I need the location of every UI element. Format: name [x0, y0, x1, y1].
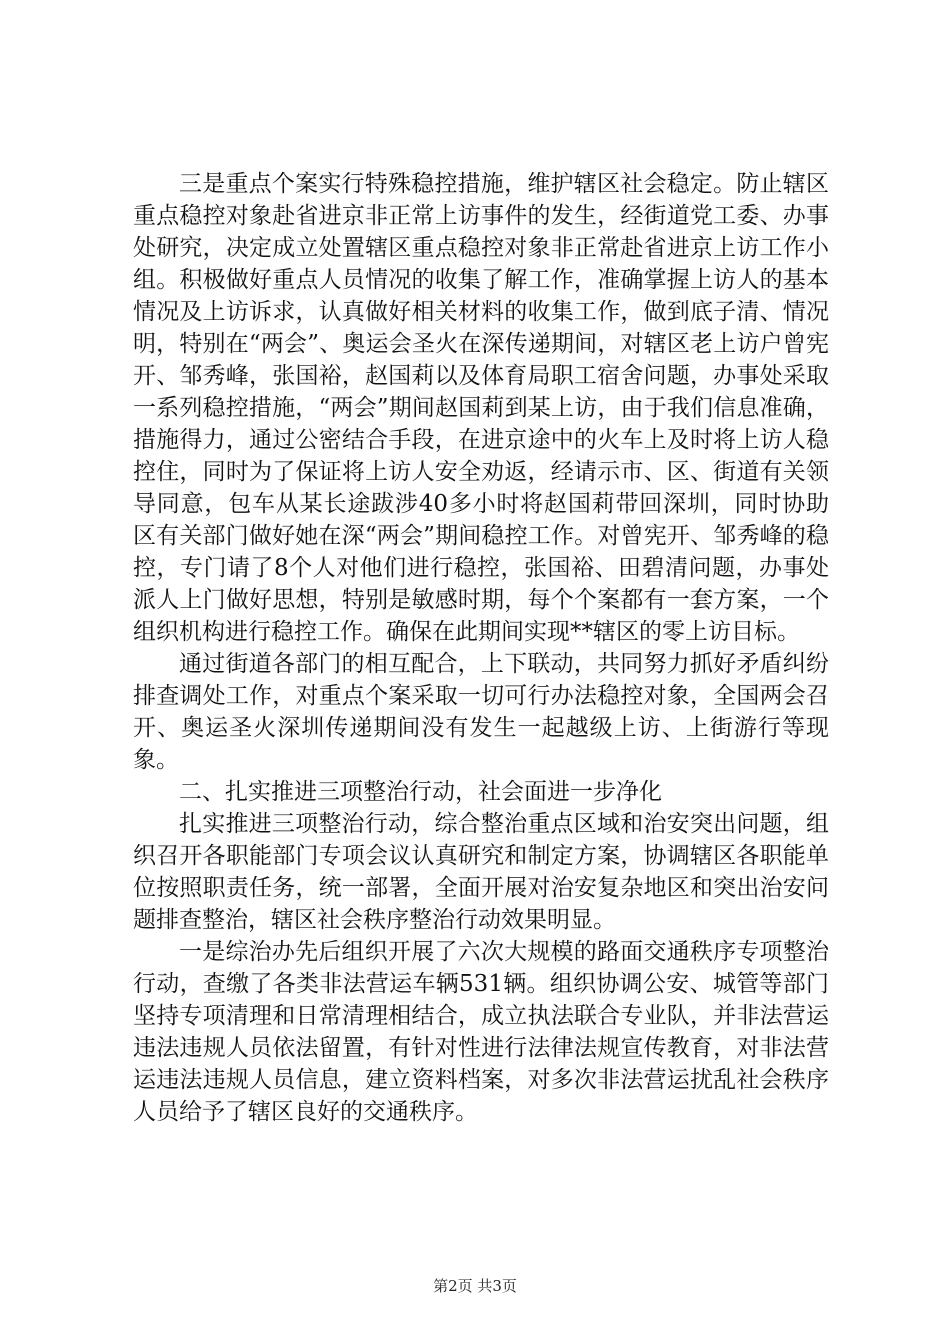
- section-heading: 二、扎实推进三项整治行动，社会面进一步净化: [179, 779, 662, 805]
- paragraph-1: 三是重点个案实行特殊稳控措施，维护辖区社会稳定。防止辖区重点稳控对象赴省进京非正常上访事件的发生，经街道党工委、办事处研究，决定成立处置辖区重点稳控对象非正常赴省进京上访工作小组。积极做好重点人员情况的收集了解工作，准确掌握上访人的基本情况及上访诉求，认真做好相关材料的收集工作，做到底子清、情况明，特别在“两会”、奥运会圣火在深传递期间，对辖区老上访户曾宪开、邹秀峰，张国裕，赵国莉以及体育局职工宿舍问题，办事处采取一系列稳控措施，“两会”期间赵国莉到某上访，由于我们信息准确，措施得力，通过公密结合手段，在进京途中的火车上及时将上访人稳控住，同时为了保证将上访人安全劝返，经请示市、区、街道有关领导同意，包车从某长途跋涉40多小时将赵国莉带回深圳，同时协助区有关部门做好她在深“两会”期间稳控工作。对曾宪开、邹秀峰的稳控，专门请了8个人对他们进行稳控，张国裕、田碧清问题，办事处派人上门做好思想，特别是敏感时期，每个个案都有一套方案，一个组织机构进行稳控工作。确保在此期间实现**辖区的零上访目标。: [133, 171, 829, 645]
- paragraph-3: 扎实推进三项整治行动，综合整治重点区域和治安突出问题，组织召开各职能部门专项会议认真研究和制定方案，协调辖区各职能单位按照职责任务，统一部署，全面开展对治安复杂地区和突出治安问题排查整治，辖区社会秩序整治行动效果明显。: [133, 811, 829, 933]
- paragraph-4: 一是综治办先后组织开展了六次大规模的路面交通秩序专项整治行动，查缴了各类非法营运车辆531辆。组织协调公安、城管等部门坚持专项清理和日常清理相结合，成立执法联合专业队，并非法营运违法违规人员依法留置，有针对性进行法律法规宣传教育，对非法营运违法违规人员信息，建立资料档案，对多次非法营运扰乱社会秩序人员给予了辖区良好的交通秩序。: [133, 939, 829, 1125]
- paragraph-2: 通过街道各部门的相互配合，上下联动，共同努力抓好矛盾纠纷排查调处工作，对重点个案采取一切可行办法稳控对象，全国两会召开、奥运圣火深圳传递期间没有发生一起越级上访、上街游行等现象。: [133, 651, 829, 773]
- page-footer: 第2页 共3页: [433, 1277, 517, 1295]
- document-body: [133, 168, 829, 1128]
